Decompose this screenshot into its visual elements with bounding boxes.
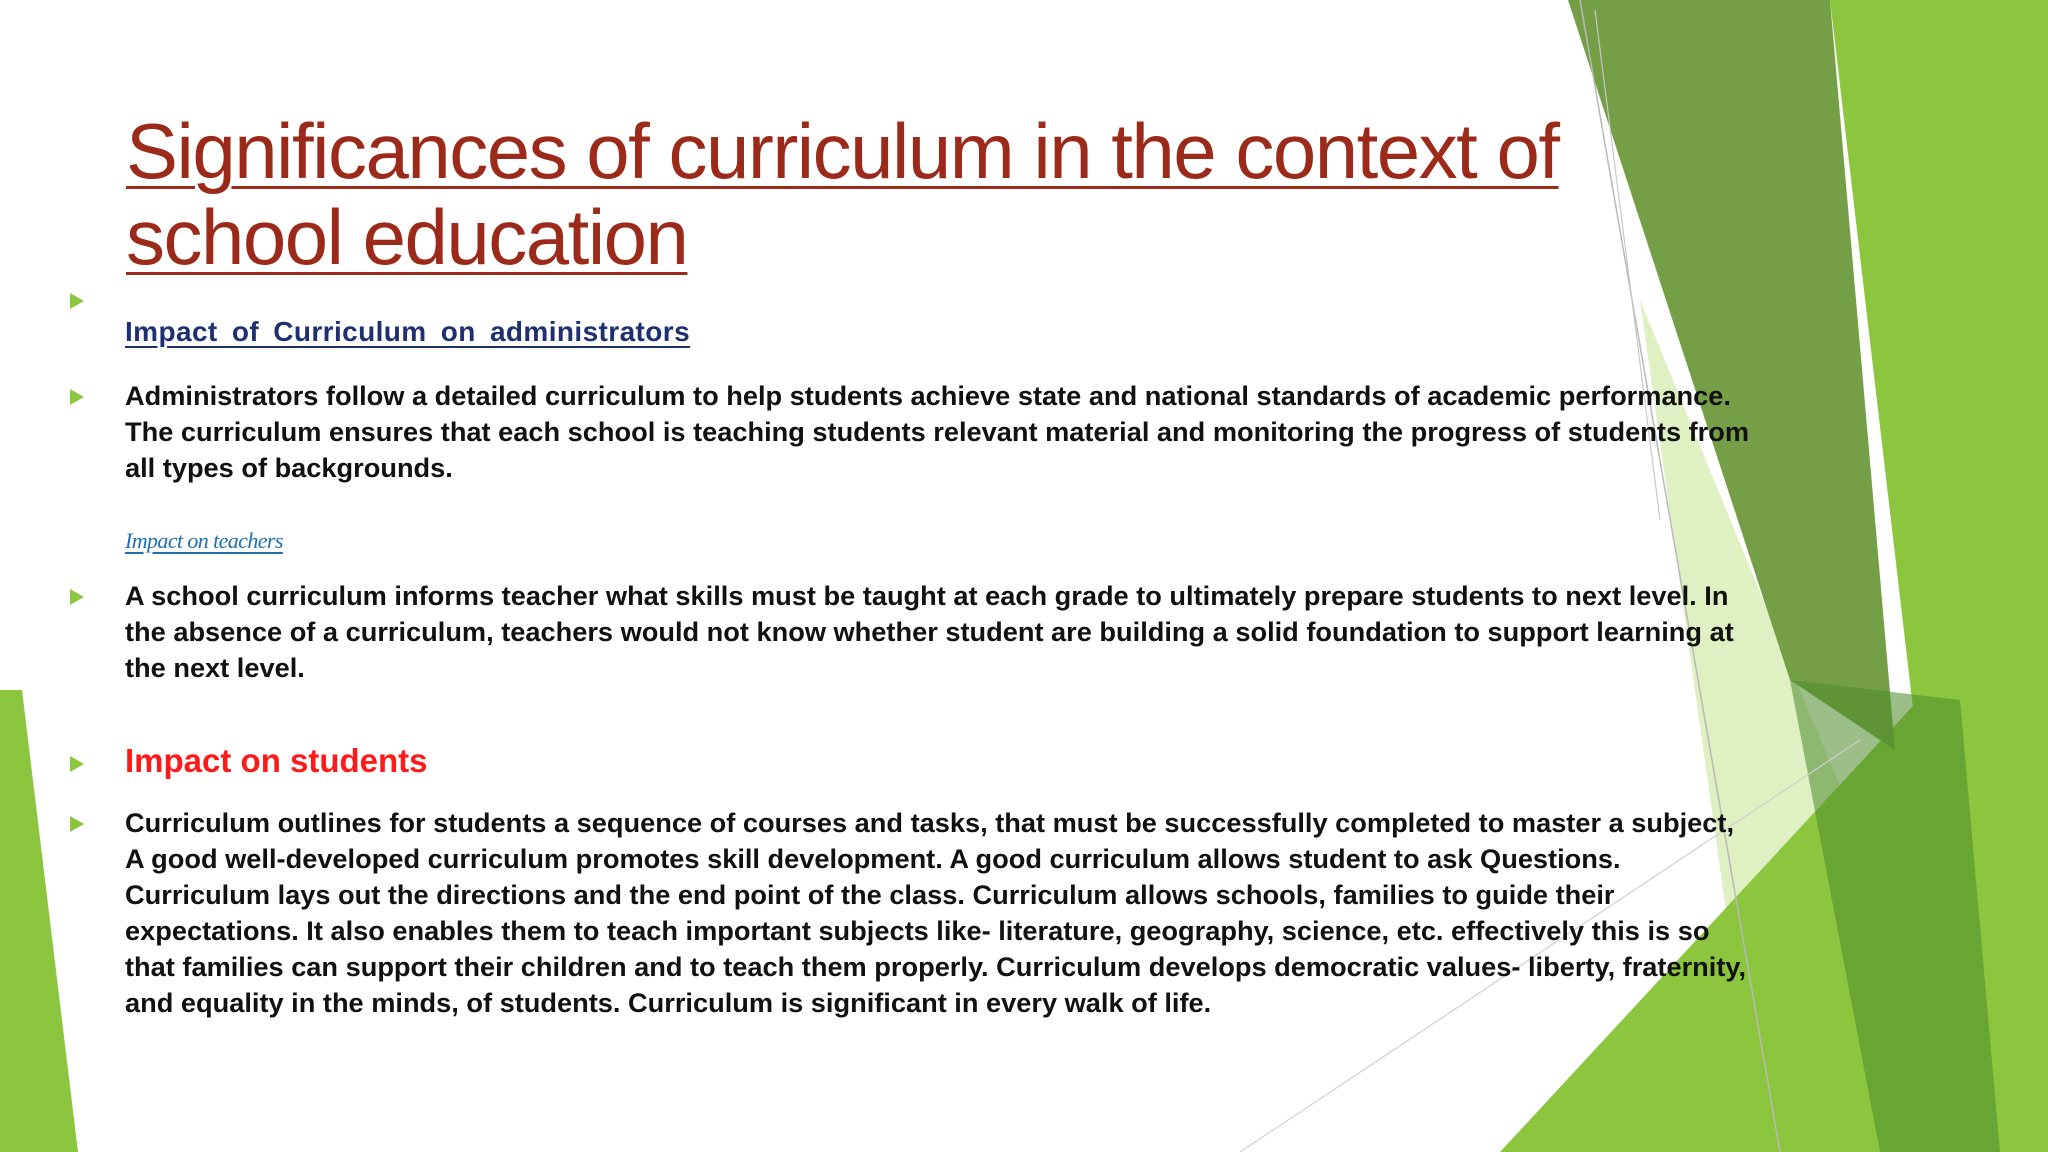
text-line: all types of backgrounds. xyxy=(125,452,453,483)
bullet-triangle-icon xyxy=(70,756,84,772)
paragraph-administrators xyxy=(125,378,1925,486)
heading-impact-students: Impact on students xyxy=(125,742,428,779)
text-line: and equality in the minds, of students. Curriculum is significant in every walk of life. xyxy=(125,987,1212,1018)
slide-title-line: Significances of curriculum in the context of xyxy=(126,107,1559,195)
text-line: Curriculum lays out the directions and the end point of the class. Curriculum allows schools, families to guide their xyxy=(125,879,1615,910)
bullet-triangle-icon xyxy=(70,816,84,832)
slide-title xyxy=(126,107,1559,281)
text-line: that families can support their children and to teach them properly. Curriculum develops democratic values- liberty, fraternity, xyxy=(125,951,1747,982)
text-line: Curriculum outlines for students a sequence of courses and tasks, that must be successfully completed to master a subject, xyxy=(125,807,1735,838)
text-line: A good well-developed curriculum promotes skill development. A good curriculum allows student to ask Questions. xyxy=(125,843,1621,874)
paragraph-teachers xyxy=(125,578,1925,686)
text-line: Administrators follow a detailed curriculum to help students achieve state and national standards of academic performance. xyxy=(125,380,1731,411)
paragraph-students xyxy=(125,805,1925,1021)
text-line: The curriculum ensures that each school is teaching students relevant material and monitoring the progress of students from xyxy=(125,416,1750,447)
slide-title-line: school education xyxy=(126,193,688,281)
decor-left-edge-stripe xyxy=(0,690,78,1152)
text-line: expectations. It also enables them to teach important subjects like- literature, geography, science, etc. effectively this is so xyxy=(125,915,1710,946)
bullet-triangle-icon xyxy=(70,589,84,605)
bullet-triangle-icon xyxy=(70,389,84,405)
text-line: the next level. xyxy=(125,652,305,683)
text-line: the absence of a curriculum, teachers would not know whether student are building a solid foundation to support learning at xyxy=(125,616,1734,647)
bullet-triangle-icon xyxy=(70,293,84,309)
heading-impact-teachers: Impact on teachers xyxy=(125,528,283,553)
heading-impact-administrators: Impact of Curriculum on administrators xyxy=(125,316,691,347)
text-line: A school curriculum informs teacher what skills must be taught at each grade to ultimately prepare students to next level. In xyxy=(125,580,1729,611)
